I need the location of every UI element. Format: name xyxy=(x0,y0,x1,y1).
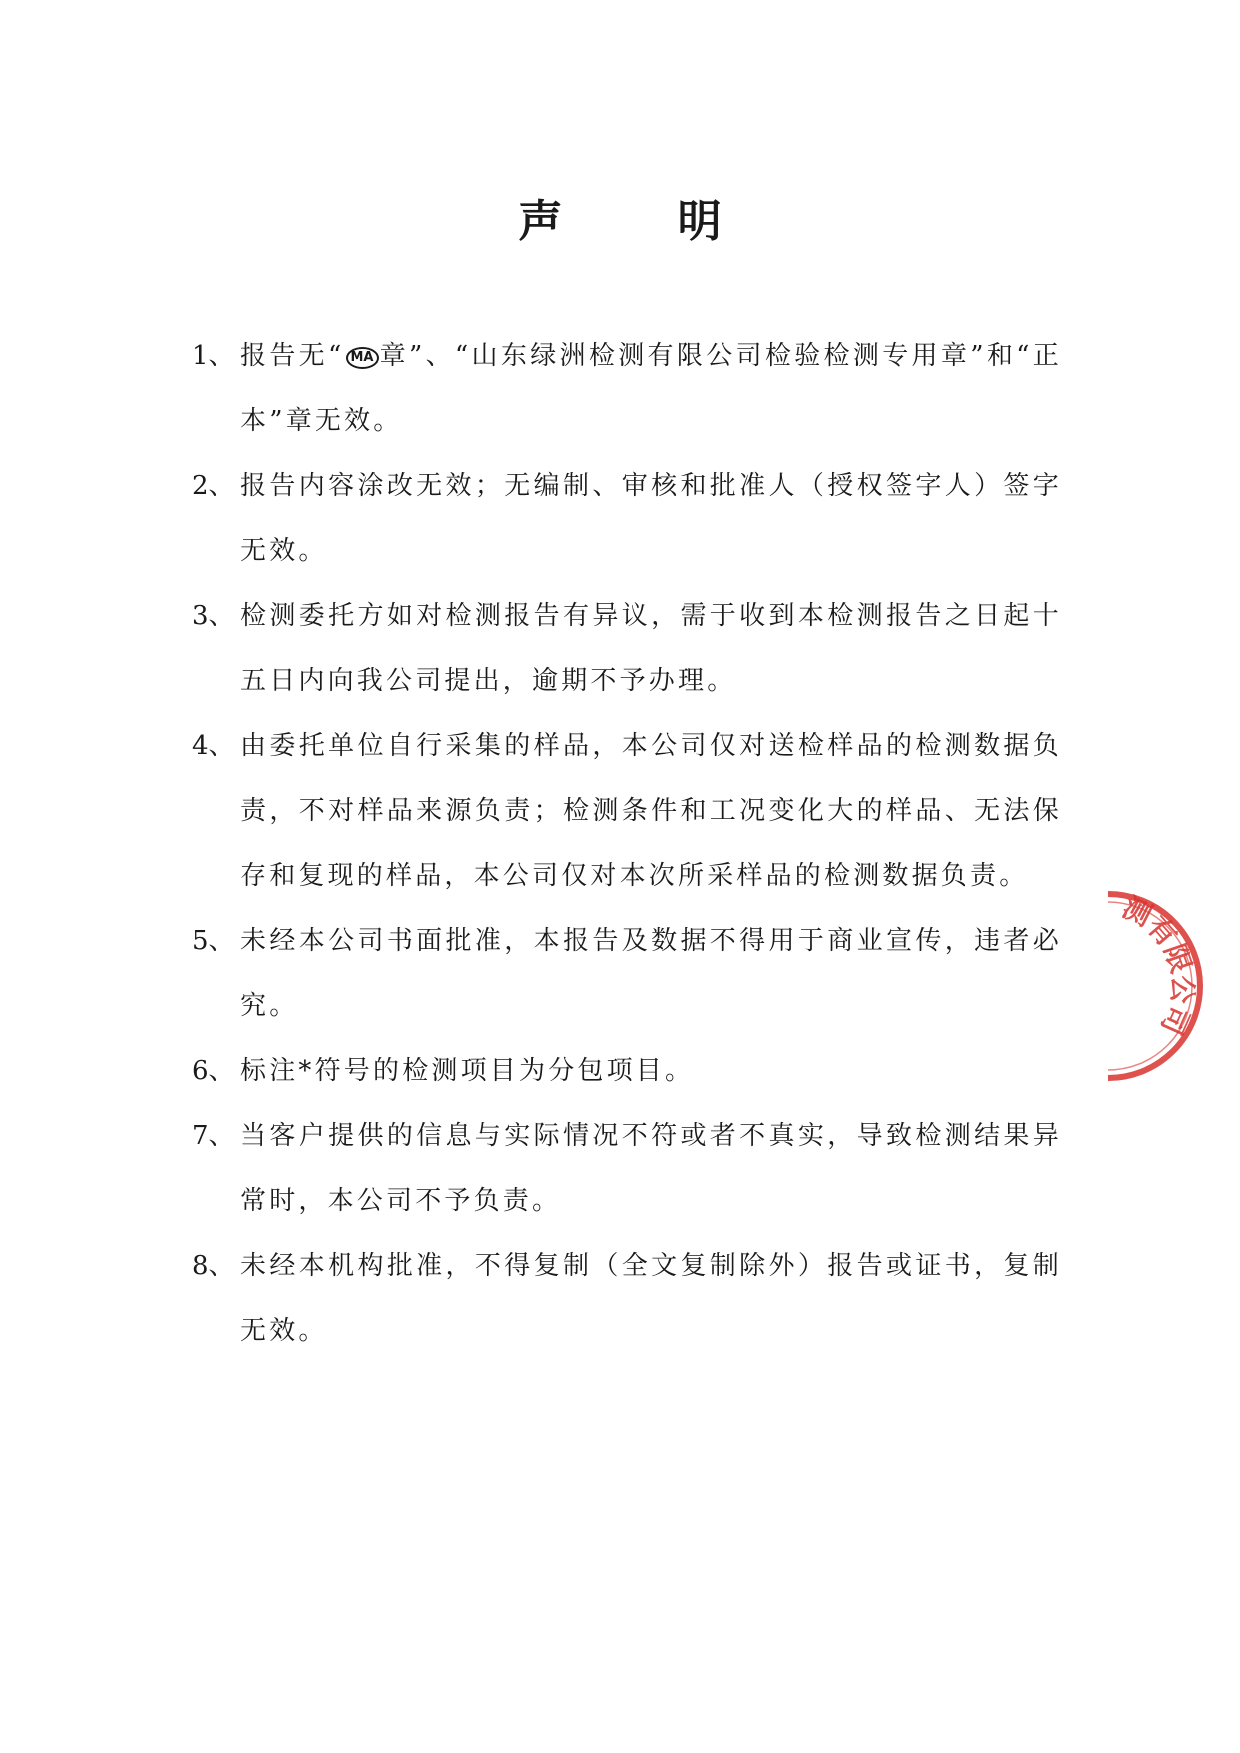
clause-number: 1、 xyxy=(192,341,235,371)
clause-text: 标注*符号的检测项目为分包项目。 xyxy=(240,1056,695,1086)
clause-text: 由委托单位自行采集的样品，本公司仅对送检样品的检测数据负责，不对样品来源负责；检测条件和工况变化大的样品、无法保存和复现的样品，本公司仅对本次所采样品的检测数据负责。 xyxy=(240,731,1062,891)
svg-text:测有限公司 xyxy=(1117,891,1199,1040)
clause-number: 6、 xyxy=(192,1056,235,1086)
clause-6 xyxy=(192,1039,1062,1104)
clause-number: 3、 xyxy=(192,601,235,631)
clause-text: 检测委托方如对检测报告有异议，需于收到本检测报告之日起十五日内向我公司提出，逾期不予办理。 xyxy=(240,601,1062,696)
clause-2 xyxy=(192,454,1062,584)
clause-text-part: 章”、“山东绿洲检测有限公司检验检测专用章”和“正本”章无效。 xyxy=(240,341,1063,436)
clause-number: 5、 xyxy=(192,926,235,956)
clause-number: 8、 xyxy=(192,1251,235,1281)
clause-8 xyxy=(192,1234,1062,1364)
clause-number: 7、 xyxy=(192,1121,235,1151)
clause-4 xyxy=(192,714,1062,909)
clause-list xyxy=(192,324,1062,1364)
clause-3 xyxy=(192,584,1062,714)
clause-5 xyxy=(192,909,1062,1039)
clause-text: 报告内容涂改无效；无编制、审核和批准人（授权签字人）签字无效。 xyxy=(240,471,1062,566)
page-title: 声 明 xyxy=(518,196,772,247)
clause-text: 当客户提供的信息与实际情况不符或者不真实，导致检测结果异常时，本公司不予负责。 xyxy=(240,1121,1062,1216)
clause-number: 2、 xyxy=(192,471,235,501)
clause-1 xyxy=(192,324,1062,454)
clause-number: 4、 xyxy=(192,731,235,761)
ma-mark-icon: MA xyxy=(346,347,379,369)
clause-text xyxy=(240,324,1062,454)
company-seal-icon xyxy=(1108,886,1240,1086)
clause-text: 未经本公司书面批准，本报告及数据不得用于商业宣传，违者必究。 xyxy=(240,926,1062,1021)
clause-text: 未经本机构批准，不得复制（全文复制除外）报告或证书，复制无效。 xyxy=(240,1251,1062,1346)
clause-text-part: 报告无“ xyxy=(240,341,345,371)
seal-text: 测有限公司 xyxy=(1117,890,1200,1040)
clause-7 xyxy=(192,1104,1062,1234)
